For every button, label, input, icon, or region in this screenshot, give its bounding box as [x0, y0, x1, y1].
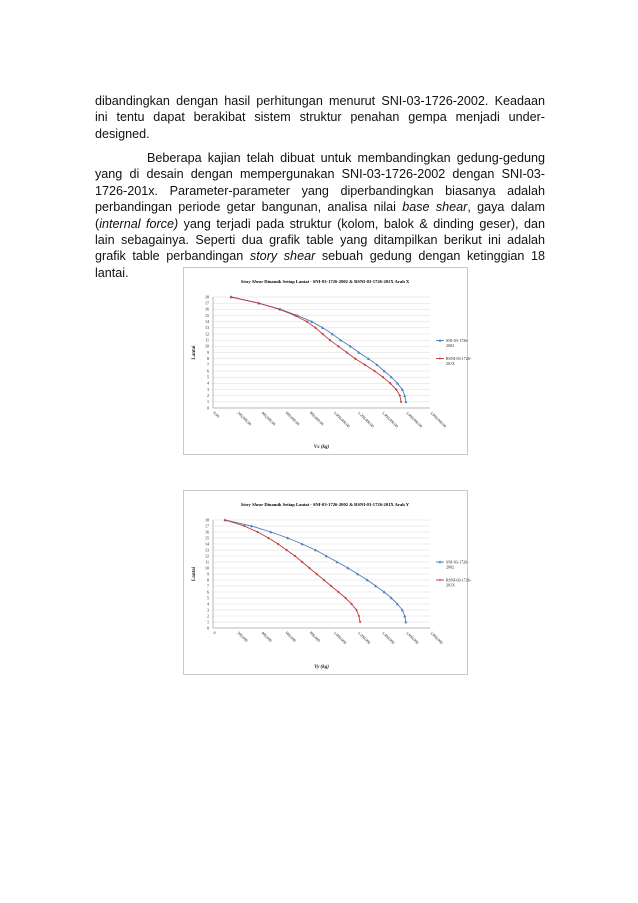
paragraph-2-text-1: Beberapa kajian telah dibuat untuk membandingkan gedung-gedung yang di desain dengan mempergunakan SNI-03-1726-2002 dengan SNI-03-1726-201x. Parameter-parameter yang diperbandingkan biasanya adalah perbandingan periode getar bangunan, analisa nilai [95, 151, 545, 215]
y-tick-label: 1 [207, 399, 209, 405]
x-tick-label: 1,400,000.00 [381, 410, 400, 429]
chart-title [241, 502, 410, 507]
x-tick-label: 600,000.00 [284, 410, 301, 427]
y-tick-label: 6 [207, 589, 209, 595]
y-tick-label: 5 [207, 374, 209, 380]
y-tick-label: 8 [207, 577, 209, 583]
x-tick-label: 400,000.00 [260, 410, 277, 427]
y-tick-label: 17 [205, 523, 209, 529]
y-tick-label: 11 [205, 559, 209, 565]
y-tick-label: 18 [205, 517, 209, 523]
legend-label [446, 559, 469, 569]
paragraph-1-text: dibandingkan dengan hasil perhitungan menurut SNI-03-1726-2002. Keadaan ini tentu dapat berakibat sistem struktur penahan gempa menjadi under-designed. [95, 94, 545, 141]
y-tick-label: 12 [205, 553, 209, 559]
y-tick-label: 11 [205, 337, 209, 343]
legend-marker [439, 357, 441, 360]
chart-title-italic: Story Shear [240, 502, 264, 507]
chart-title-italic: Story Shear [240, 279, 264, 284]
paragraph-2-text-2: , gaya dalam ( [95, 200, 546, 231]
y-tick-label: 14 [205, 319, 209, 325]
x-tick-label: 0.00 [212, 410, 221, 419]
y-tick-label: 4 [207, 601, 209, 607]
paragraph-2 [95, 150, 545, 281]
chart-title [241, 279, 410, 284]
term-internal-force: internal force) [99, 216, 179, 231]
x-axis-label: Vy (kg) [314, 665, 329, 670]
x-tick-label: 800,000.00 [308, 410, 326, 427]
x-tick-label: 1,000,000.00 [332, 410, 352, 429]
x-tick-label: 0 [212, 630, 218, 636]
legend-label-line: RSNI-03-1726- [446, 355, 472, 361]
y-tick-label: 7 [207, 583, 209, 589]
y-tick-label: 5 [207, 595, 209, 601]
y-tick-label: 7 [207, 362, 209, 368]
paragraph-1 [95, 93, 545, 142]
y-tick-label: 3 [207, 386, 209, 392]
y-tick-label: 8 [207, 356, 209, 362]
y-tick-label: 17 [205, 300, 209, 306]
y-tick-label: 13 [205, 547, 209, 553]
y-tick-label: 2 [207, 613, 209, 619]
data-point [359, 621, 361, 624]
series-line-2 [225, 520, 360, 622]
y-tick-label: 18 [205, 294, 209, 300]
legend-label [446, 338, 469, 348]
legend-label-line: 201X [446, 582, 455, 588]
y-tick-label: 1 [207, 619, 209, 625]
legend-label-line: 201X [446, 360, 455, 366]
x-tick-label: 600,000 [284, 630, 298, 643]
x-tick-label: 1,600,000 [405, 630, 421, 646]
y-tick-label: 12 [205, 331, 209, 337]
y-tick-label: 9 [207, 349, 209, 355]
series-line-2 [231, 297, 401, 402]
x-tick-label: 1,200,000 [356, 630, 372, 646]
legend-label-line: 2002 [446, 564, 454, 570]
y-tick-label: 14 [205, 541, 209, 547]
x-tick-label: 1,200,000.00 [356, 410, 376, 429]
series-line-1 [231, 297, 406, 402]
series-line-1 [225, 520, 406, 622]
chart-title-rest: Dinamik Setiap Lantai - SNI-03-1726-2002 & RSNI-03-1726-201X Arah Y [263, 502, 410, 507]
x-tick-label: 200,000 [236, 630, 250, 643]
y-tick-label: 2 [207, 393, 209, 399]
legend-label [446, 356, 472, 366]
y-tick-label: 10 [205, 343, 209, 349]
y-tick-label: 3 [207, 607, 209, 613]
y-tick-label: 6 [207, 368, 209, 374]
data-point [256, 531, 258, 534]
paragraph-2-text-3: yang terjadi pada struktur (kolom, balok & dinding geser), dan lain sebagainya. Seperti dua grafik table yang ditampilkan berikut ini adalah grafik table perbandingan [95, 216, 545, 264]
data-point [243, 525, 245, 528]
y-tick-label: 16 [205, 529, 209, 535]
legend-label-line: SNI-03-1726- [446, 559, 469, 565]
story-shear-chart-x [183, 267, 472, 455]
data-point [400, 400, 402, 403]
y-tick-label: 13 [205, 325, 209, 331]
paragraph-2-text-4: sebuah gedung dengan ketinggian 18 lantai. [95, 249, 545, 280]
y-tick-label: 0 [207, 625, 209, 631]
y-axis-label: Lantai [192, 345, 197, 360]
y-tick-label: 15 [205, 312, 209, 318]
story-shear-chart-y [183, 490, 472, 675]
y-tick-label: 16 [205, 306, 209, 312]
legend-label [446, 577, 472, 587]
x-tick-label: 1,000,000 [332, 630, 348, 646]
term-story-shear: story shear [249, 249, 316, 264]
legend-label-line: 2002 [446, 342, 454, 348]
x-tick-label: 1,800,000.00 [429, 410, 448, 429]
x-tick-label: 1,600,000.00 [405, 410, 424, 429]
chart-title-rest: Dinamik Setiap Lantai - SNI-03-1726-2002 & RSNI-03-1726-201X Arah X [263, 279, 410, 284]
y-tick-label: 4 [207, 380, 209, 386]
x-axis-label: Vx (kg) [313, 445, 330, 450]
legend-marker [439, 579, 441, 582]
x-tick-label: 1,800,000 [429, 630, 445, 646]
legend-label-line: SNI-03-1726- [446, 337, 469, 343]
y-tick-label: 0 [207, 405, 209, 411]
y-tick-label: 15 [205, 535, 209, 541]
legend-label-line: RSNI-03-1726- [446, 577, 472, 583]
y-tick-label: 10 [205, 565, 209, 571]
x-tick-label: 200,000.00 [236, 410, 253, 427]
chart-y-svg [184, 491, 472, 674]
y-tick-label: 9 [207, 571, 209, 577]
x-tick-label: 1,400,000 [381, 630, 396, 646]
term-base-shear: base shear [402, 200, 468, 215]
x-tick-label: 800,000 [308, 630, 322, 643]
x-tick-label: 400,000 [260, 630, 274, 643]
chart-x-svg [184, 268, 472, 454]
y-axis-label: Lantai [192, 566, 197, 582]
